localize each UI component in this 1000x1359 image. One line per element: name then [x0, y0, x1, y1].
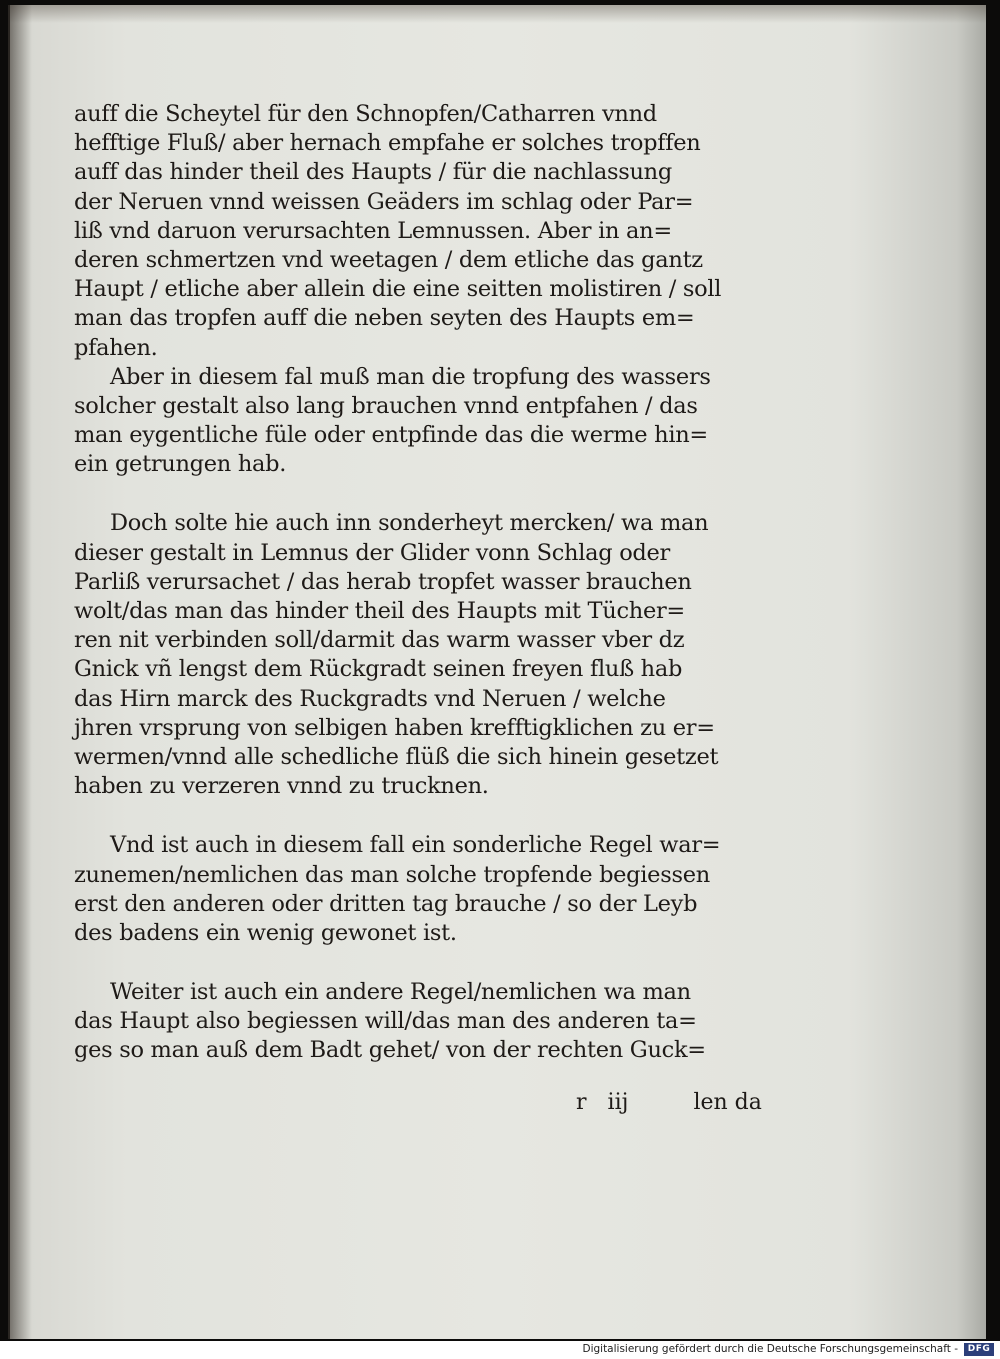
- paragraph-gap: [74, 801, 794, 831]
- text-line: wolt/das man das hinder theil des Haupts mit Tücher=: [74, 598, 685, 624]
- text-line: auff die Scheytel für den Schnopfen/Catharren vnnd: [74, 101, 657, 127]
- paragraph-gap: [74, 948, 794, 978]
- footer-bar: [0, 1341, 1000, 1359]
- page-text: [74, 100, 794, 1066]
- text-line: liß vnd daruon verursachten Lemnussen. Aber in an=: [74, 217, 672, 244]
- text-line: ges so man auß dem Badt gehet/ von der rechten Guck=: [74, 1037, 706, 1064]
- text-line: dieser gestalt in Lemnus der Glider vonn Schlag oder: [74, 539, 671, 566]
- text-line: auff das hinder theil des Haupts / für die nachlassung: [74, 159, 672, 186]
- text-line: zunemen/nemlichen das man solche tropfende begiessen: [74, 861, 710, 888]
- text-line: jhren vrsprung von selbigen haben krefftigklichen zu er=: [74, 714, 715, 741]
- text-line: wermen/vnnd alle schedliche flüß die sich hinein gesetzet: [74, 743, 719, 770]
- funding-credit: Digitalisierung gefördert durch die Deutsche Forschungsgemeinschaft -: [582, 1343, 958, 1355]
- paragraph-gap: [74, 479, 794, 509]
- text-line: pfahen.: [74, 334, 158, 361]
- page-gutter-shadow: [10, 5, 32, 1339]
- text-line: deren schmertzen vnd weetagen / dem etliche das gantz: [74, 246, 703, 273]
- text-line: erst den anderen oder dritten tag brauche / so der Leyb: [74, 890, 698, 917]
- text-line: Haupt / etliche aber allein die eine seitten molistiren / soll: [74, 276, 722, 303]
- signature-line: [576, 1090, 762, 1115]
- signature-mark: r: [576, 1090, 587, 1115]
- text-line: Gnick vñ lengst dem Rückgradt seinen freyen fluß hab: [74, 656, 683, 683]
- text-line: des badens ein wenig gewonet ist.: [74, 919, 457, 946]
- dfg-logo: DFG: [964, 1343, 994, 1356]
- text-line: hefftige Fluß/ aber hernach empfahe er solches tropffen: [74, 130, 701, 157]
- signature-number: iij: [607, 1090, 629, 1115]
- text-line: Weiter ist auch ein andere Regel/nemlichen wa man: [110, 979, 691, 1006]
- text-line: ein getrungen hab.: [74, 451, 287, 478]
- text-line: Parliß verursachet / das herab tropfet wasser brauchen: [74, 568, 692, 595]
- text-line: der Neruen vnnd weissen Geäders im schlag oder Par=: [74, 188, 694, 215]
- text-line: Aber in diesem fal muß man die tropfung des wassers: [110, 363, 711, 390]
- text-line: Doch solte hie auch inn sonderheyt mercken/ wa man: [110, 510, 709, 537]
- text-line: haben zu verzeren vnnd zu trucknen.: [74, 773, 489, 800]
- page-top-shadow: [10, 5, 986, 23]
- text-line: man das tropfen auff die neben seyten des Haupts em=: [74, 305, 695, 332]
- text-line: solcher gestalt also lang brauchen vnnd entpfahen / das: [74, 392, 698, 419]
- text-line: das Haupt also begiessen will/das man des anderen ta=: [74, 1008, 697, 1035]
- catchword: len da: [693, 1090, 762, 1115]
- text-line: Vnd ist auch in diesem fall ein sonderliche Regel war=: [110, 832, 721, 859]
- text-line: ren nit verbinden soll/darmit das warm wasser vber dz: [74, 627, 685, 654]
- text-line: man eygentliche füle oder entpfinde das die werme hin=: [74, 422, 708, 449]
- text-line: das Hirn marck des Ruckgradts vnd Neruen / welche: [74, 685, 666, 712]
